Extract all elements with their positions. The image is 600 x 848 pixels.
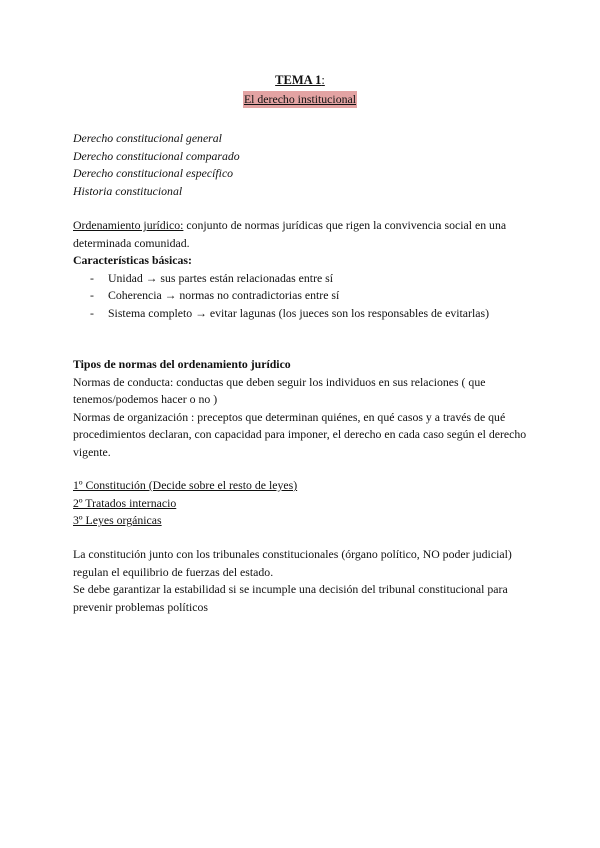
hierarchy-item: 1º Constitución (Decide sobre el resto de leyes)	[73, 478, 298, 492]
title-text: TEMA 1	[275, 73, 322, 87]
ordenamiento-definition	[73, 217, 533, 252]
topic-item: Derecho constitucional general	[73, 131, 222, 145]
topic-item: Derecho constitucional específico	[73, 166, 234, 181]
topic-item: Derecho constitucional comparado	[73, 148, 240, 163]
list-item: - Sistema completo → evitar lagunas (los jueces son los responsables de evitarlas)	[73, 305, 533, 323]
topic-item: Historia constitucional	[73, 183, 183, 198]
page-subtitle: El derecho institucional	[243, 91, 357, 109]
hierarchy-list	[73, 477, 533, 530]
normas-organizacion: Normas de organización : preceptos que determinan quiénes, en qué casos y a través de qué procedimientos declaran, con capacidad para imponer, el derecho en cada caso según el derecho vigente.	[73, 409, 527, 459]
hierarchy-item: 2º Tratados internacio	[73, 495, 177, 510]
characteristics-heading: Características básicas:	[73, 253, 192, 268]
characteristics-list	[73, 270, 533, 323]
topics-list	[73, 130, 533, 200]
page-title	[0, 72, 600, 90]
ordenamiento-term: Ordenamiento jurídico:	[73, 218, 184, 232]
tipos-section	[73, 356, 533, 462]
ordenamiento-section	[73, 217, 533, 323]
list-item: - Unidad → sus partes están relacionadas entre sí	[73, 270, 533, 288]
list-item: - Coherencia → normas no contradictorias entre sí	[73, 287, 533, 305]
constitucion-paragraph: La constitución junto con los tribunales constitucionales (órgano político, NO poder judicial) regulan el equilibrio de fuerzas del estado.	[73, 547, 512, 579]
hierarchy-item: 3º Leyes orgánicas	[73, 513, 162, 528]
normas-conducta: Normas de conducta: conductas que deben seguir los individuos en sus relaciones ( que tenemos/podemos hacer o no )	[73, 374, 486, 407]
title-colon: :	[321, 73, 325, 87]
constitucion-paragraph: Se debe garantizar la estabilidad si se incumple una decisión del tribunal constitucional para prevenir problemas políticos	[73, 582, 508, 614]
document-header	[0, 72, 600, 108]
constitucion-section	[73, 546, 533, 616]
ordenamiento-text: conjunto de normas jurídicas que rigen la convivencia social en una determinada comunidad.	[73, 218, 507, 250]
tipos-heading: Tipos de normas del ordenamiento jurídico	[73, 357, 291, 371]
